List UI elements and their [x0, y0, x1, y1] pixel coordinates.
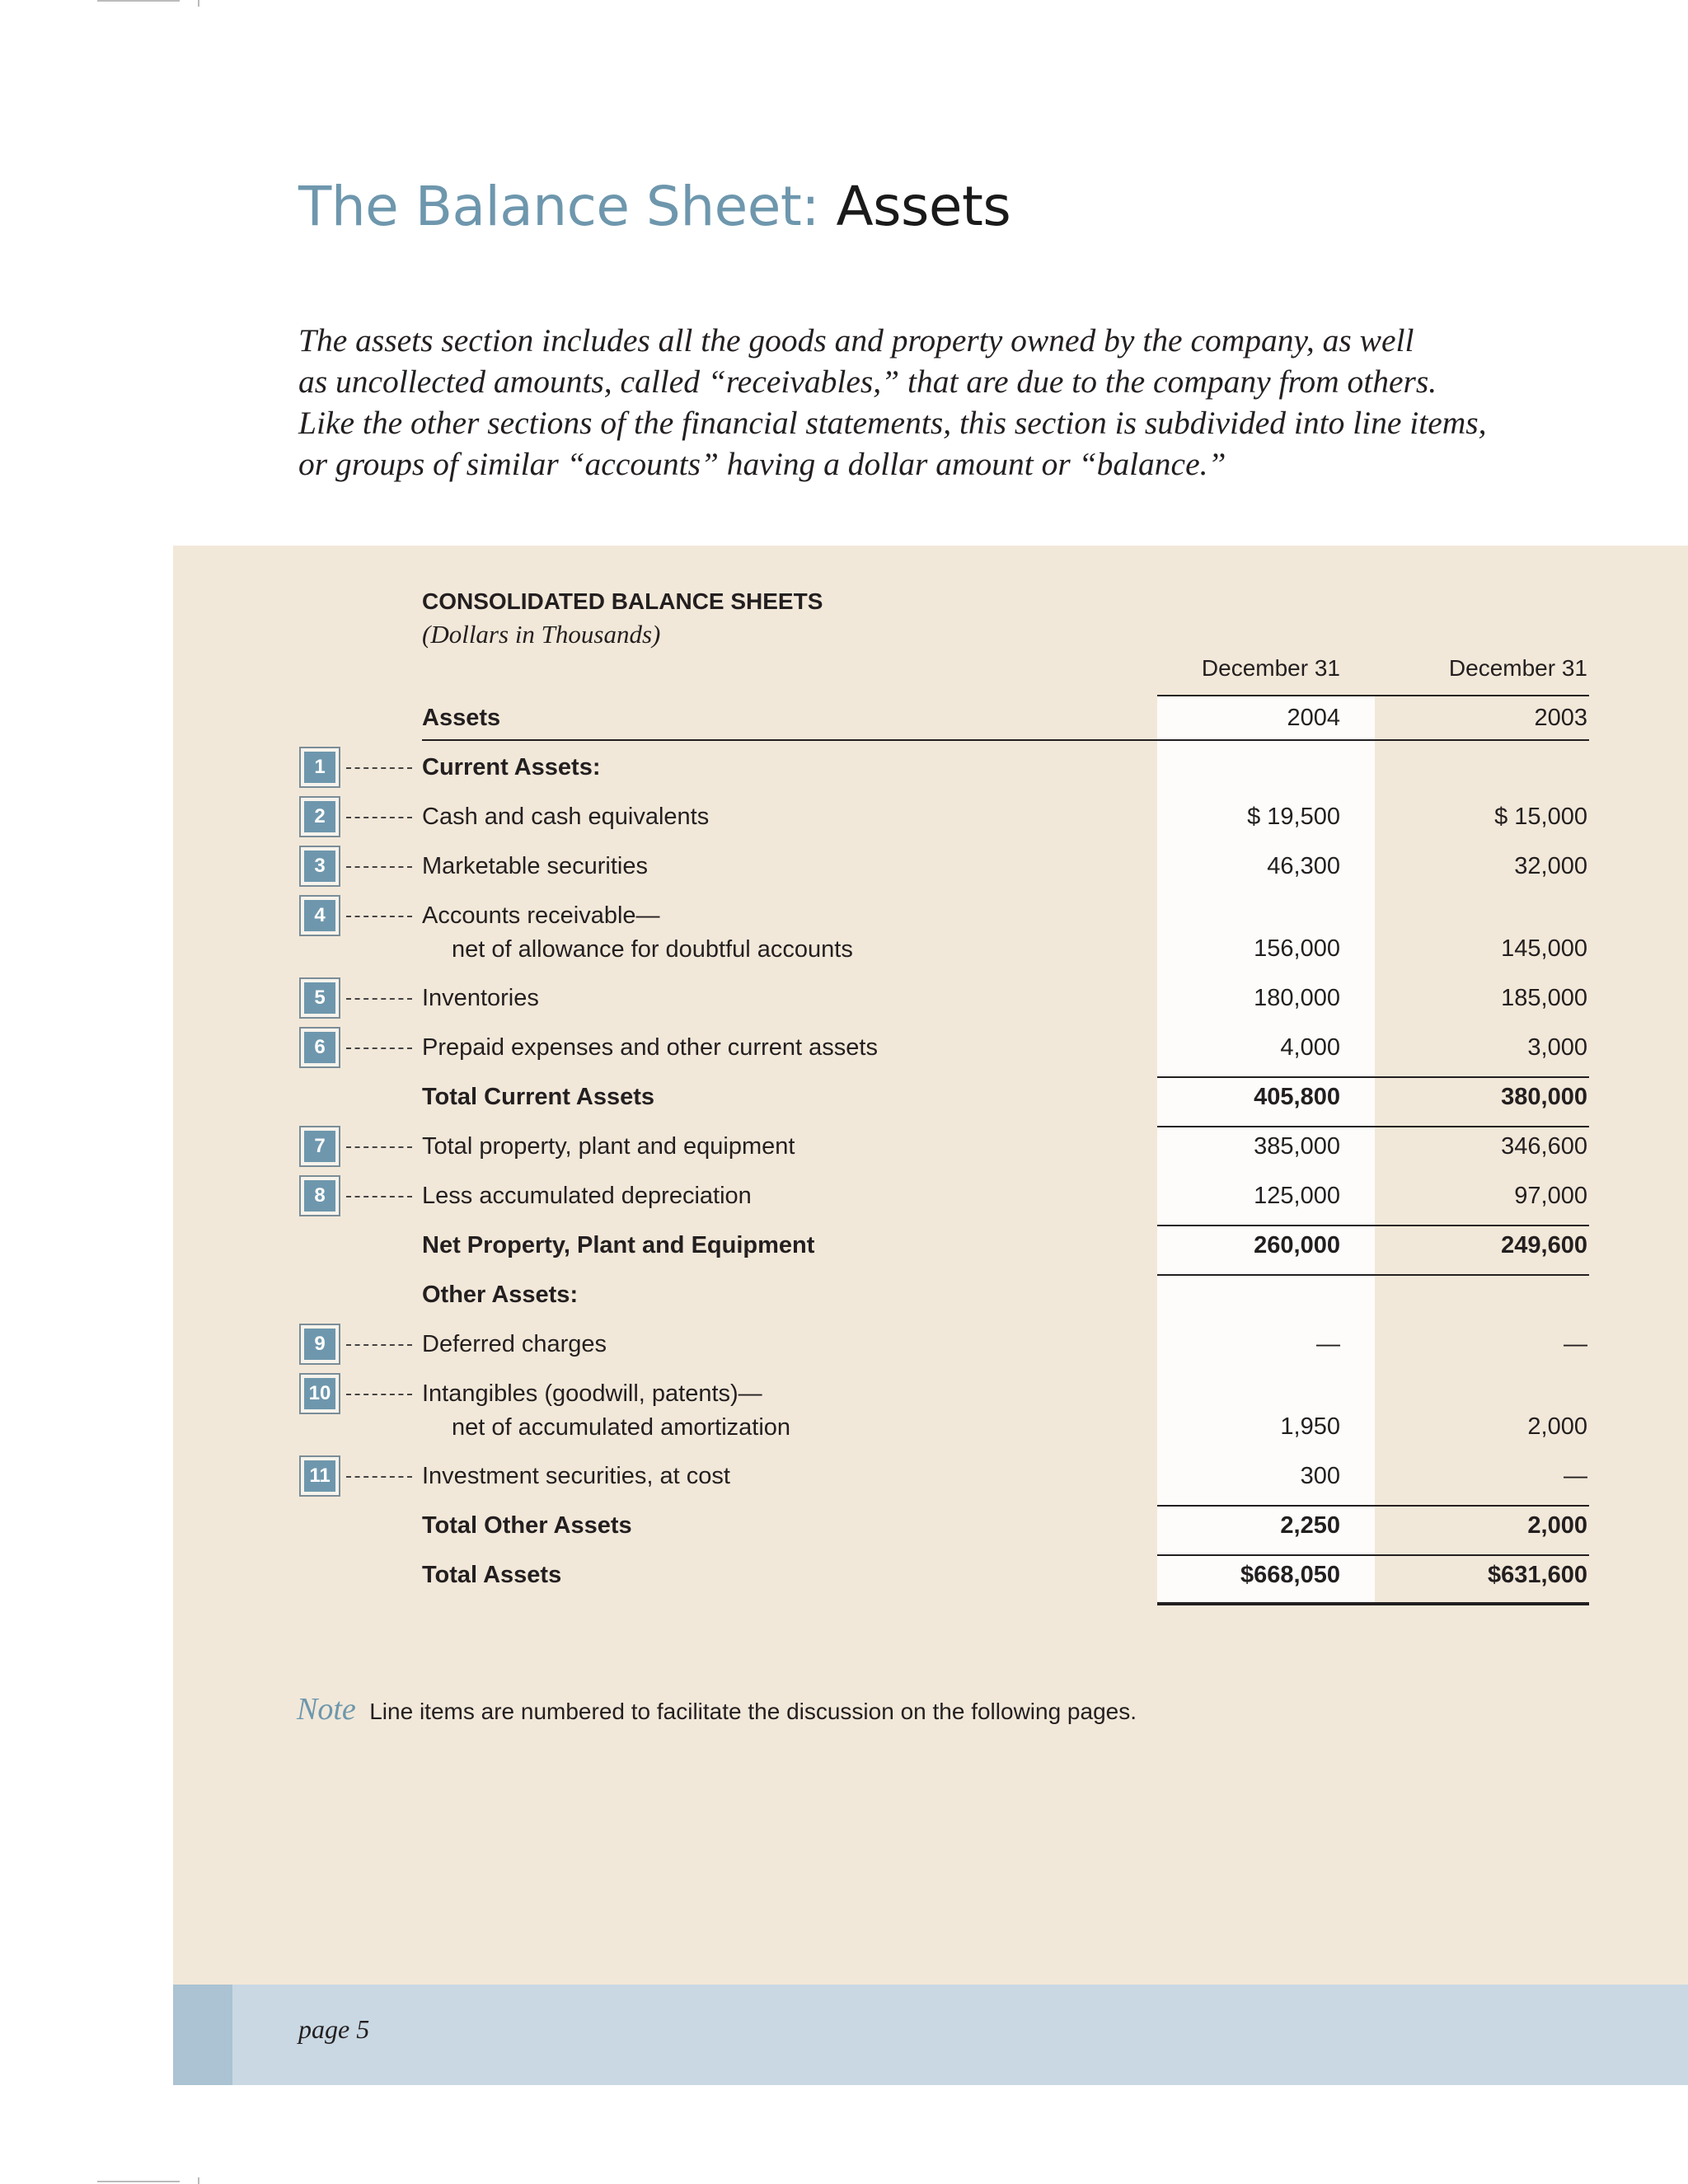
value-2004: —: [1316, 1331, 1340, 1357]
col-2003-month: December 31: [1448, 655, 1587, 681]
crop-mark-bottom: [97, 2181, 180, 2182]
value-2004: 46,300: [1267, 853, 1340, 879]
total-rule: [1157, 1554, 1589, 1556]
crop-tick-bottom: [198, 2177, 199, 2184]
value-2003: 3,000: [1527, 1034, 1587, 1061]
crop-mark-top: [97, 0, 180, 2]
page-number: page 5: [298, 2014, 370, 2044]
row-label: Cash and cash equivalents: [422, 804, 710, 830]
statement-title: CONSOLIDATED BALANCE SHEETS: [422, 588, 823, 614]
crop-tick-top: [198, 0, 199, 7]
badge-number: 7: [304, 1131, 335, 1162]
row-label: Total Other Assets: [422, 1512, 632, 1539]
subtotal-rule: [1157, 1505, 1589, 1507]
value-2003: $631,600: [1488, 1562, 1587, 1588]
footnote: [297, 1691, 1137, 1727]
row-label: [422, 1377, 790, 1445]
value-2004: 385,000: [1254, 1133, 1340, 1160]
value-2003: 2,000: [1527, 1512, 1587, 1539]
value-2003: 145,000: [1501, 935, 1587, 962]
badge-number: 2: [304, 801, 335, 832]
badge-number: 6: [304, 1032, 335, 1063]
intro-paragraph: [298, 320, 1551, 485]
table-header-row: [0, 705, 1688, 754]
badge-number: 10: [304, 1378, 335, 1409]
intro-line: as uncollected amounts, called “receivables,” that are due to the company from others.: [298, 363, 1437, 400]
value-2004: 4,000: [1280, 1034, 1340, 1061]
value-2003: 32,000: [1514, 853, 1587, 879]
table-row: [0, 1331, 1688, 1380]
table-row: [0, 754, 1688, 804]
value-2003: 249,600: [1501, 1232, 1587, 1258]
value-2004: 1,950: [1280, 1413, 1340, 1440]
badge-number: 3: [304, 851, 335, 882]
row-label: Total property, plant and equipment: [422, 1133, 795, 1160]
table-row: [0, 853, 1688, 902]
col-2004-month: December 31: [1201, 655, 1340, 681]
row-label: Less accumulated depreciation: [422, 1183, 752, 1209]
row-label-line: Accounts receivable—: [422, 902, 660, 929]
row-label-subline: net of allowance for doubtful accounts: [452, 936, 853, 963]
value-2003: —: [1564, 1331, 1587, 1357]
intro-line: Like the other sections of the financial statements, this section is subdivided into line items,: [298, 405, 1487, 441]
row-label: Marketable securities: [422, 853, 648, 879]
table-row: [0, 902, 1688, 985]
page-title-main: Assets: [836, 175, 1011, 238]
value-2004: 300: [1300, 1463, 1340, 1489]
row-label: Inventories: [422, 985, 539, 1011]
row-label: [422, 899, 853, 967]
statement-subtitle: (Dollars in Thousands): [422, 620, 661, 649]
footer-band: [173, 1985, 1688, 2085]
row-label: Other Assets:: [422, 1282, 579, 1308]
value-2004: 405,800: [1254, 1084, 1340, 1110]
section-row: [0, 1282, 1688, 1331]
value-2003: 380,000: [1501, 1084, 1587, 1110]
value-2004: $ 19,500: [1247, 804, 1340, 830]
table-row: [0, 804, 1688, 853]
subtotal-rule: [1157, 1225, 1589, 1226]
value-2003: 346,600: [1501, 1133, 1587, 1160]
note-label: Note: [297, 1692, 356, 1727]
header-rule: [1157, 695, 1589, 696]
row-label: Deferred charges: [422, 1331, 607, 1357]
row-label: Investment securities, at cost: [422, 1463, 730, 1489]
value-2003: 185,000: [1501, 985, 1587, 1011]
page-title-prefix: The Balance Sheet:: [298, 175, 819, 238]
page-title: [298, 175, 1010, 238]
row-label: Net Property, Plant and Equipment: [422, 1232, 815, 1258]
value-2004: 156,000: [1254, 935, 1340, 962]
table-row: [0, 985, 1688, 1034]
col-2004-year: 2004: [1287, 705, 1340, 731]
badge-number: 5: [304, 982, 335, 1014]
badge-number: 8: [304, 1180, 335, 1212]
row-label-line: Intangibles (goodwill, patents)—: [422, 1380, 762, 1407]
intro-line: The assets section includes all the goods and property owned by the company, as well: [298, 322, 1414, 359]
value-2003: 2,000: [1527, 1413, 1587, 1440]
value-2003: 97,000: [1514, 1183, 1587, 1209]
assets-heading: Assets: [422, 705, 501, 731]
note-text: Line items are numbered to facilitate the discussion on the following pages.: [369, 1699, 1137, 1724]
value-2003: $ 15,000: [1494, 804, 1587, 830]
table-row: [0, 1133, 1688, 1183]
row-label: Prepaid expenses and other current assets: [422, 1034, 878, 1061]
value-2004: 2,250: [1280, 1512, 1340, 1539]
row-label-subline: net of accumulated amortization: [452, 1414, 791, 1441]
row-label: Total Assets: [422, 1562, 562, 1588]
assets-rule: [422, 739, 1589, 741]
value-2003: —: [1564, 1463, 1587, 1489]
value-2004: 260,000: [1254, 1232, 1340, 1258]
intro-line: or groups of similar “accounts” having a dollar amount or “balance.”: [298, 446, 1226, 482]
total-rule: [1157, 1274, 1589, 1276]
subtotal-rule: [1157, 1076, 1589, 1078]
table-row: [0, 1380, 1688, 1463]
badge-number: 11: [304, 1460, 335, 1492]
col-2003-year: 2003: [1534, 705, 1587, 731]
total-rule: [1157, 1126, 1589, 1127]
grand-total-rule: [1157, 1602, 1589, 1605]
badge-number: 1: [304, 752, 335, 783]
footer-tab: [173, 1985, 232, 2085]
badge-number: 4: [304, 900, 335, 931]
row-label: Total Current Assets: [422, 1084, 654, 1110]
value-2004: $668,050: [1240, 1562, 1340, 1588]
value-2004: 180,000: [1254, 985, 1340, 1011]
badge-number: 9: [304, 1329, 335, 1360]
row-label: Current Assets:: [422, 754, 601, 780]
value-2004: 125,000: [1254, 1183, 1340, 1209]
